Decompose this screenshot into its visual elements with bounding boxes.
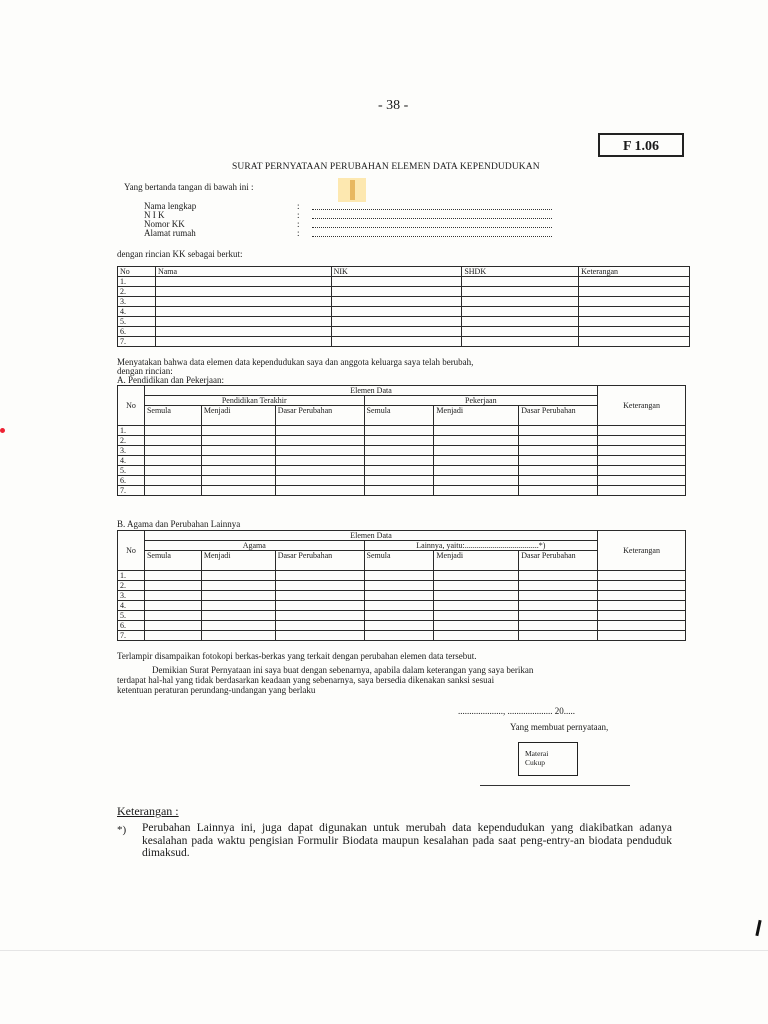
scan-artifact-dot [0, 428, 5, 433]
kk-col-nik: NIK [331, 267, 462, 277]
cell[interactable] [434, 631, 519, 641]
row-number: 4. [118, 456, 145, 466]
cell[interactable] [144, 466, 201, 476]
closing-para-line1: Demikian Surat Pernyataan ini saya buat dengan sebenarnya, apabila dalam keterangan yang saya berikan [152, 665, 534, 675]
cell[interactable] [598, 621, 686, 631]
page-number: - 38 - [378, 98, 409, 113]
table-row [118, 456, 686, 466]
a-h-pendidikan: Pendidikan Terakhir [144, 396, 364, 406]
table-row [118, 287, 690, 297]
table-row [118, 307, 690, 317]
b-h-agama: Agama [144, 541, 364, 551]
cell[interactable] [155, 307, 331, 317]
row-number: 1. [118, 277, 156, 287]
b-h-no: No [118, 531, 145, 571]
row-number: 6. [118, 621, 145, 631]
table-row [118, 436, 686, 446]
cell[interactable] [144, 486, 201, 496]
cell[interactable] [598, 601, 686, 611]
a-h-dasar-2: Dasar Perubahan [519, 406, 598, 426]
cell[interactable] [201, 631, 275, 641]
b-h-keterangan: Keterangan [598, 531, 686, 571]
cell[interactable] [598, 631, 686, 641]
table-row [118, 591, 686, 601]
cell[interactable] [201, 486, 275, 496]
date-line[interactable]: ...................., .................... 20..... [458, 706, 575, 716]
cell[interactable] [519, 426, 598, 436]
cell[interactable] [201, 571, 275, 581]
cell[interactable] [519, 611, 598, 621]
cell[interactable] [434, 621, 519, 631]
notes-text: Perubahan Lainnya ini, juga dapat digunakan untuk merubah data kependudukan yang diakibatkan adanya kesalahan pada waktu pengisian Formulir Biodata maupun kesalahan pada saat peng-entry-an biodata penduduk dimaksud. [142, 822, 672, 859]
a-h-menjadi-2: Menjadi [434, 406, 519, 426]
row-number: 2. [118, 287, 156, 297]
cell[interactable] [201, 611, 275, 621]
cell[interactable] [275, 426, 364, 436]
cell[interactable] [519, 486, 598, 496]
field-sep-nomor-kk: : [297, 219, 300, 229]
cell[interactable] [519, 456, 598, 466]
kk-col-no: No [118, 267, 156, 277]
cell[interactable] [155, 287, 331, 297]
cell[interactable] [275, 446, 364, 456]
table-row [118, 446, 686, 456]
materai-label: Materai [525, 749, 549, 758]
statement-line2: dengan rincian: [117, 366, 173, 376]
cell[interactable] [519, 631, 598, 641]
row-number: 6. [118, 476, 145, 486]
cell[interactable] [434, 611, 519, 621]
kk-col-shdk: SHDK [462, 267, 579, 277]
statement-line1: Menyatakan bahwa data elemen data kependudukan saya dan anggota keluarga saya telah berubah, [117, 357, 474, 367]
cell[interactable] [434, 436, 519, 446]
field-sep-alamat: : [297, 228, 300, 238]
cell[interactable] [434, 591, 519, 601]
cell[interactable] [598, 426, 686, 436]
row-number: 4. [118, 601, 145, 611]
cell[interactable] [201, 591, 275, 601]
cell[interactable] [155, 317, 331, 327]
field-label-alamat: Alamat rumah [144, 228, 196, 238]
cell[interactable] [598, 436, 686, 446]
field-sep-nama: : [297, 201, 300, 211]
cell[interactable] [364, 601, 434, 611]
cell[interactable] [579, 277, 690, 287]
cell[interactable] [364, 426, 434, 436]
cell[interactable] [598, 486, 686, 496]
a-h-menjadi-1: Menjadi [201, 406, 275, 426]
a-h-pekerjaan: Pekerjaan [364, 396, 598, 406]
cell[interactable] [434, 476, 519, 486]
cell[interactable] [364, 446, 434, 456]
cell[interactable] [519, 601, 598, 611]
b-h-menjadi-2: Menjadi [434, 551, 519, 571]
cell[interactable] [275, 436, 364, 446]
row-number: 6. [118, 327, 156, 337]
cell[interactable] [364, 456, 434, 466]
cell[interactable] [519, 591, 598, 601]
table-row [118, 476, 686, 486]
cell[interactable] [201, 466, 275, 476]
cell[interactable] [598, 581, 686, 591]
table-row [118, 601, 686, 611]
closing-para-line2: terdapat hal-hal yang tidak berdasarkan keadaan yang sebenarnya, saya bersedia dikenakan sanksi sesuai [117, 675, 495, 685]
a-h-semula-1: Semula [144, 406, 201, 426]
notes-marker: *) [117, 824, 127, 836]
cell[interactable] [144, 476, 201, 486]
cell[interactable] [519, 571, 598, 581]
cell[interactable] [579, 317, 690, 327]
cell[interactable] [598, 446, 686, 456]
b-h-dasar-2: Dasar Perubahan [519, 551, 598, 571]
cell[interactable] [519, 436, 598, 446]
table-row [118, 581, 686, 591]
cell[interactable] [364, 571, 434, 581]
b-h-menjadi-1: Menjadi [201, 551, 275, 571]
cell[interactable] [144, 621, 201, 631]
row-number: 4. [118, 307, 156, 317]
cell[interactable] [598, 611, 686, 621]
scan-artifact-mark [755, 920, 761, 936]
table-row [118, 317, 690, 327]
kk-intro: dengan rincian KK sebagai berkut: [117, 249, 243, 259]
page-edge [0, 950, 768, 951]
cell[interactable] [275, 456, 364, 466]
table-row [118, 611, 686, 621]
cell[interactable] [275, 631, 364, 641]
table-row [118, 297, 690, 307]
cell[interactable] [364, 581, 434, 591]
cell[interactable] [155, 277, 331, 287]
cell[interactable] [434, 466, 519, 476]
field-line-nama [312, 201, 552, 210]
cell[interactable] [275, 601, 364, 611]
row-number: 5. [118, 317, 156, 327]
row-number: 7. [118, 486, 145, 496]
cell[interactable] [275, 591, 364, 601]
b-h-dasar-1: Dasar Perubahan [275, 551, 364, 571]
cell[interactable] [579, 297, 690, 307]
table-row [118, 277, 690, 287]
cell[interactable] [144, 456, 201, 466]
table-row [118, 426, 686, 436]
kk-col-keterangan: Keterangan [579, 267, 690, 277]
field-label-nik: N I K [144, 210, 165, 220]
cell[interactable] [579, 337, 690, 347]
a-h-no: No [118, 386, 145, 426]
cell[interactable] [201, 476, 275, 486]
table-row [118, 631, 686, 641]
cell[interactable] [201, 621, 275, 631]
cell[interactable] [434, 486, 519, 496]
kk-col-nama: Nama [155, 267, 331, 277]
cell[interactable] [462, 307, 579, 317]
cell[interactable] [364, 466, 434, 476]
kk-table [117, 266, 690, 347]
kk-header-row [118, 267, 690, 277]
row-number: 1. [118, 426, 145, 436]
cell[interactable] [144, 581, 201, 591]
row-number: 2. [118, 436, 145, 446]
table-row [118, 466, 686, 476]
cell[interactable] [462, 337, 579, 347]
cell[interactable] [155, 337, 331, 347]
cell[interactable] [201, 456, 275, 466]
field-label-nomor-kk: Nomor KK [144, 219, 185, 229]
table-row [118, 571, 686, 581]
cell[interactable] [462, 287, 579, 297]
notes-title: Keterangan : [117, 804, 179, 818]
cell[interactable] [462, 327, 579, 337]
cell[interactable] [364, 621, 434, 631]
cell[interactable] [144, 631, 201, 641]
cell[interactable] [364, 476, 434, 486]
cell[interactable] [462, 297, 579, 307]
table-row [118, 327, 690, 337]
cell[interactable] [331, 327, 462, 337]
cell[interactable] [364, 486, 434, 496]
cell[interactable] [434, 446, 519, 456]
section-b-title: B. Agama dan Perubahan Lainnya [117, 519, 241, 529]
cell[interactable] [144, 426, 201, 436]
cell[interactable] [519, 476, 598, 486]
a-h-elemen: Elemen Data [144, 386, 597, 396]
cell[interactable] [201, 436, 275, 446]
cell[interactable] [275, 581, 364, 591]
cell[interactable] [275, 611, 364, 621]
section-a-table [117, 385, 686, 496]
cell[interactable] [598, 571, 686, 581]
section-b-table [117, 530, 686, 641]
cell[interactable] [201, 601, 275, 611]
materai-box [518, 742, 578, 776]
table-row [118, 621, 686, 631]
row-number: 7. [118, 337, 156, 347]
cell[interactable] [434, 581, 519, 591]
cell[interactable] [519, 446, 598, 456]
highlight-mark-center [350, 180, 355, 200]
cell[interactable] [462, 317, 579, 327]
cell[interactable] [331, 297, 462, 307]
cell[interactable] [144, 611, 201, 621]
b-h-semula-2: Semula [364, 551, 434, 571]
cell[interactable] [364, 591, 434, 601]
cell[interactable] [434, 456, 519, 466]
section-a-title: A. Pendidikan dan Pekerjaan: [117, 375, 224, 385]
a-h-semula-2: Semula [364, 406, 434, 426]
cell[interactable] [519, 581, 598, 591]
cell[interactable] [598, 466, 686, 476]
cell[interactable] [364, 631, 434, 641]
cell[interactable] [144, 601, 201, 611]
cell[interactable] [434, 426, 519, 436]
cell[interactable] [275, 571, 364, 581]
b-h-lainnya: Lainnya, yaitu:.....................................*) [364, 541, 598, 551]
row-number: 5. [118, 611, 145, 621]
cell[interactable] [144, 446, 201, 456]
attachment-note: Terlampir disampaikan fotokopi berkas-berkas yang terkait dengan perubahan elemen data tersebut. [117, 651, 477, 661]
field-line-alamat [312, 228, 552, 237]
signature-line[interactable] [480, 785, 630, 786]
field-line-nomor-kk [312, 219, 552, 228]
table-row [118, 337, 690, 347]
cell[interactable] [579, 287, 690, 297]
identity-intro: Yang bertanda tangan di bawah ini : [124, 182, 254, 192]
cell[interactable] [364, 436, 434, 446]
row-number: 3. [118, 591, 145, 601]
cell[interactable] [598, 456, 686, 466]
cell[interactable] [201, 426, 275, 436]
cell[interactable] [462, 277, 579, 287]
cell[interactable] [275, 486, 364, 496]
cell[interactable] [598, 476, 686, 486]
cell[interactable] [579, 327, 690, 337]
field-line-nik [312, 210, 552, 219]
row-number: 1. [118, 571, 145, 581]
cell[interactable] [579, 307, 690, 317]
closing-para-line3: ketentuan peraturan perundang-undangan yang berlaku [117, 685, 316, 695]
signer-label: Yang membuat pernyataan, [510, 722, 609, 732]
cell[interactable] [519, 621, 598, 631]
b-h-elemen: Elemen Data [144, 531, 597, 541]
cell[interactable] [201, 581, 275, 591]
row-number: 7. [118, 631, 145, 641]
cell[interactable] [275, 476, 364, 486]
a-h-dasar-1: Dasar Perubahan [275, 406, 364, 426]
materai-label-2: Cukup [525, 758, 546, 767]
cell[interactable] [144, 571, 201, 581]
cell[interactable] [155, 327, 331, 337]
cell[interactable] [144, 591, 201, 601]
table-row [118, 486, 686, 496]
document-title: SURAT PERNYATAAN PERUBAHAN ELEMEN DATA KEPENDUDUKAN [232, 162, 540, 172]
row-number: 3. [118, 297, 156, 307]
row-number: 2. [118, 581, 145, 591]
cell[interactable] [155, 297, 331, 307]
cell[interactable] [144, 436, 201, 446]
field-sep-nik: : [297, 210, 300, 220]
b-h-semula-1: Semula [144, 551, 201, 571]
cell[interactable] [201, 446, 275, 456]
cell[interactable] [434, 601, 519, 611]
cell[interactable] [275, 466, 364, 476]
cell[interactable] [331, 287, 462, 297]
cell[interactable] [331, 337, 462, 347]
cell[interactable] [434, 571, 519, 581]
cell[interactable] [331, 277, 462, 287]
cell[interactable] [519, 466, 598, 476]
form-code-box: F 1.06 [598, 133, 684, 157]
field-label-nama: Nama lengkap [144, 201, 197, 211]
cell[interactable] [364, 611, 434, 621]
row-number: 3. [118, 446, 145, 456]
a-h-keterangan: Keterangan [598, 386, 686, 426]
cell[interactable] [331, 317, 462, 327]
cell[interactable] [331, 307, 462, 317]
cell[interactable] [598, 591, 686, 601]
row-number: 5. [118, 466, 145, 476]
cell[interactable] [275, 621, 364, 631]
